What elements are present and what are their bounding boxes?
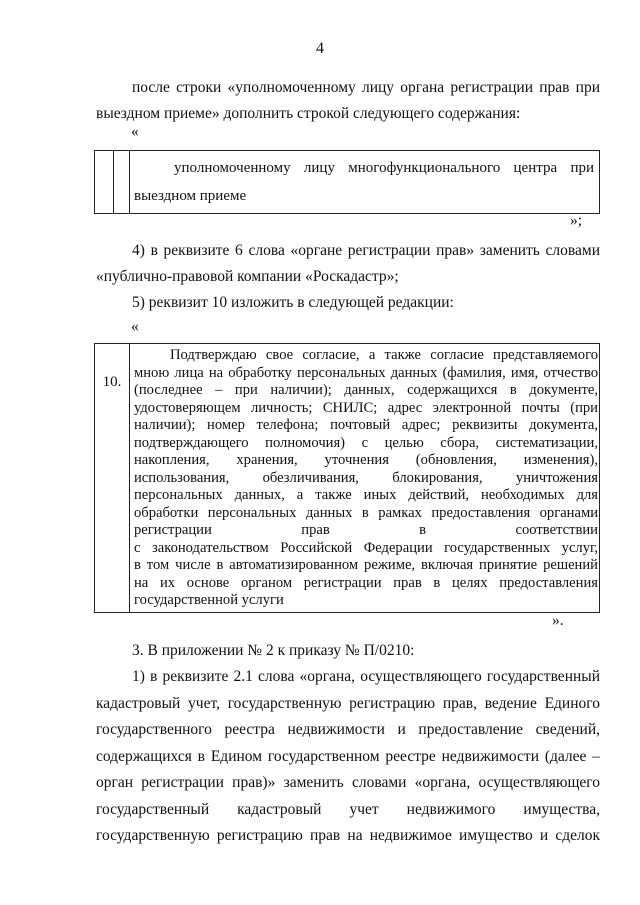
consent-line: обработки персональных данных в рамках предоставления органами: [134, 504, 598, 521]
table-divider: [129, 344, 130, 612]
table1-line1: уполномоченному лицу многофункционального центра при: [174, 160, 594, 176]
consent-line: удостоверяющем личность; СНИЛС; адрес электронной почты (при: [134, 399, 598, 416]
consent-line: мною лица на обработку персональных данных (фамилия, имя, отчество: [134, 364, 598, 381]
consent-line: в том числе в автоматизированном режиме, включая принятие решений: [134, 557, 598, 573]
consent-line: на их основе органом регистрации прав в целях предоставления: [134, 574, 598, 591]
close-quote-1: »;: [570, 212, 583, 229]
requisite-10-text: [134, 347, 598, 610]
page-number: 4: [316, 40, 324, 57]
consent-line: государственной услуги: [134, 592, 284, 608]
inserted-row-text: [94, 150, 600, 214]
consent-line: с законодательством Российской Федерации государственных услуг,: [134, 539, 598, 556]
consent-line: использования, обезличивания, блокирования, уничтожения: [134, 469, 598, 486]
paragraph-item-5: 5) реквизит 10 изложить в следующей редакции:: [132, 294, 454, 311]
consent-line: подтверждающего полномочия) с целью сбора, систематизации,: [134, 434, 598, 451]
paragraph-intro: после строки «уполномоченному лицу органа регистрации прав при выездном приеме» дополнить строкой следующего содержания:: [96, 79, 600, 122]
requisite-10-table: [94, 343, 600, 613]
consent-line: (последнее – при наличии); данных, содержащихся в документе,: [134, 382, 598, 398]
open-quote-1: «: [131, 123, 139, 140]
open-quote-2: «: [131, 318, 139, 335]
consent-line: персональных данных, а также иных действий, необходимых для: [134, 487, 598, 503]
table1-line2: выездном приеме: [134, 188, 247, 204]
consent-line: регистрации прав в соответствии: [134, 522, 598, 538]
consent-line: Подтверждаю свое согласие, а также согласие представляемого: [170, 347, 598, 363]
requisite-number: 10.: [102, 374, 122, 390]
consent-line: наличии); номер телефона; почтовый адрес; реквизиты документа,: [134, 417, 598, 433]
paragraph-section-3-item-1: 1) в реквизите 2.1 слова «органа, осуществляющего государственный кадастровый учет, государственную регистрацию прав, ведение Единого государственного реестра недвижимости и предоставление сведений, содержащихся в Едином государственном реестре недвижимости (далее – орган регистрации прав)» заменить словами «органа, осуществляющего государственный кадастровый учет недвижимого имущества, государственную регистрацию прав на недвижимое имущество и сделок: [96, 668, 600, 844]
close-quote-2: ».: [552, 612, 564, 629]
paragraph-section-3: 3. В приложении № 2 к приказу № П/0210:: [132, 642, 415, 659]
consent-line: накопления, хранения, уточнения (обновления, изменения),: [134, 452, 598, 468]
paragraph-item-4: 4) в реквизите 6 слова «органе регистрации прав» заменить словами «публично-правовой компании «Роскадастр»;: [96, 242, 600, 285]
